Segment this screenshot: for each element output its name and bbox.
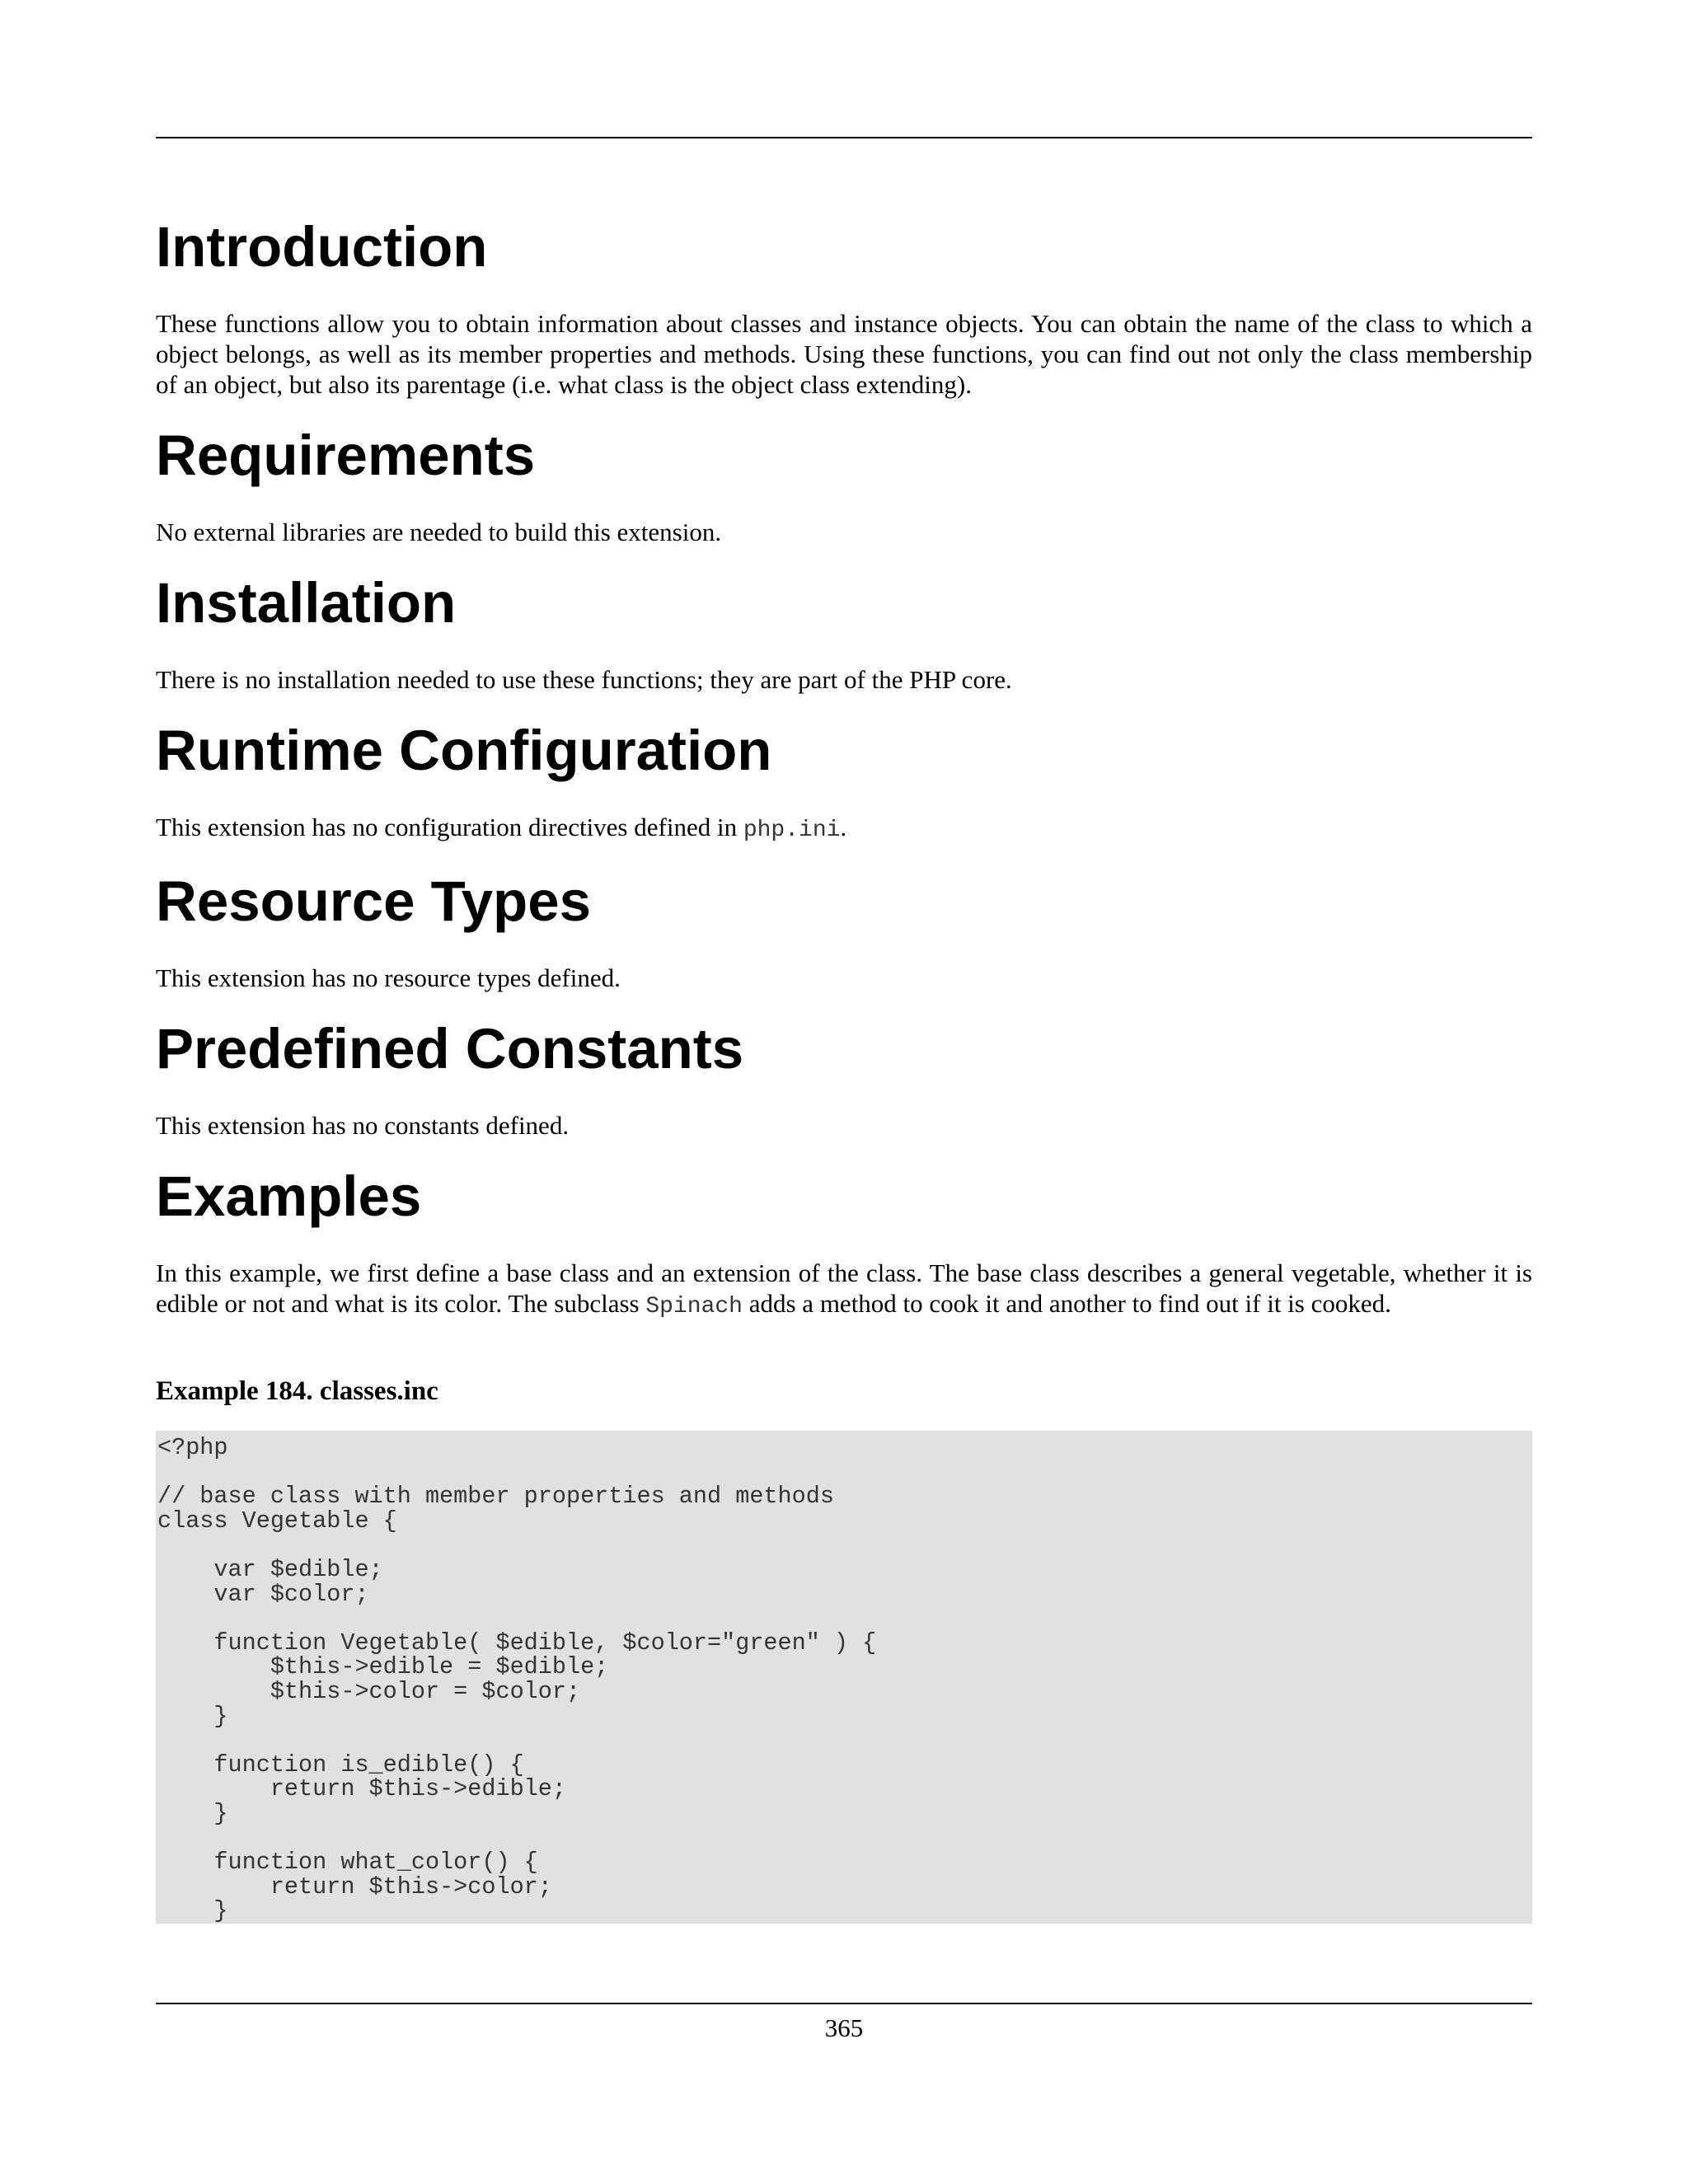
section-examples [156, 1162, 1532, 1924]
section-title: Resource Types [156, 869, 591, 933]
body-text-after: . [840, 813, 847, 841]
section-resource-types [156, 867, 1532, 993]
section-body [156, 1258, 1532, 1322]
page-content [156, 213, 1532, 1924]
header-rule [156, 137, 1532, 138]
section-title: Examples [156, 1165, 422, 1228]
section-title: Installation [156, 571, 457, 635]
section-title: Requirements [156, 424, 536, 487]
code-listing: <?php // base class with member properties and methods class Vegetable { var $edible; var $color; function Vegetable( $edible, $color="green" ) { $this->edible = $edible; $this->color = $color; } function is_edible() { return $this->edible; } function what_color() { return $this->color; } [156, 1431, 1532, 1924]
section-body: This extension has no constants defined. [156, 1111, 570, 1140]
section-title: Runtime Configuration [156, 719, 772, 782]
section-installation [156, 569, 1532, 695]
section-body: This extension has no resource types defined. [156, 963, 621, 992]
body-text-before: This extension has no configuration directives defined in [156, 813, 743, 841]
section-body: There is no installation needed to use these functions; they are part of the PHP core. [156, 665, 1012, 694]
page-number: 365 [824, 2013, 864, 2042]
section-body [156, 812, 1532, 846]
section-introduction [156, 213, 1532, 400]
body-text-before: In this example, we first define a base class and an extension of the class. The base class describes a general vegetable, whether it is edible or not and what is its color. The subclass [156, 1258, 1532, 1318]
footer-rule [156, 2003, 1532, 2004]
section-body: No external libraries are needed to build this extension. [156, 518, 722, 546]
section-runtime-configuration [156, 716, 1532, 846]
section-title: Predefined Constants [156, 1017, 744, 1080]
example-title: Example 184. classes.inc [156, 1376, 438, 1406]
section-body: These functions allow you to obtain information about classes and instance objects. You can obtain the name of the class to which a object belongs, as well as its member properties and methods. Using these functions, you can find out not only the class membership of an object, but also its parentage (i.e. what class is the object class extending). [156, 309, 1532, 399]
inline-code-php-ini: php.ini [743, 818, 841, 843]
body-text-after: adds a method to cook it and another to find out if it is cooked. [742, 1289, 1391, 1318]
section-title: Introduction [156, 215, 488, 279]
section-requirements [156, 421, 1532, 547]
document-page [156, 0, 1532, 2184]
inline-code-spinach: Spinach [645, 1294, 743, 1319]
section-predefined-constants [156, 1015, 1532, 1141]
